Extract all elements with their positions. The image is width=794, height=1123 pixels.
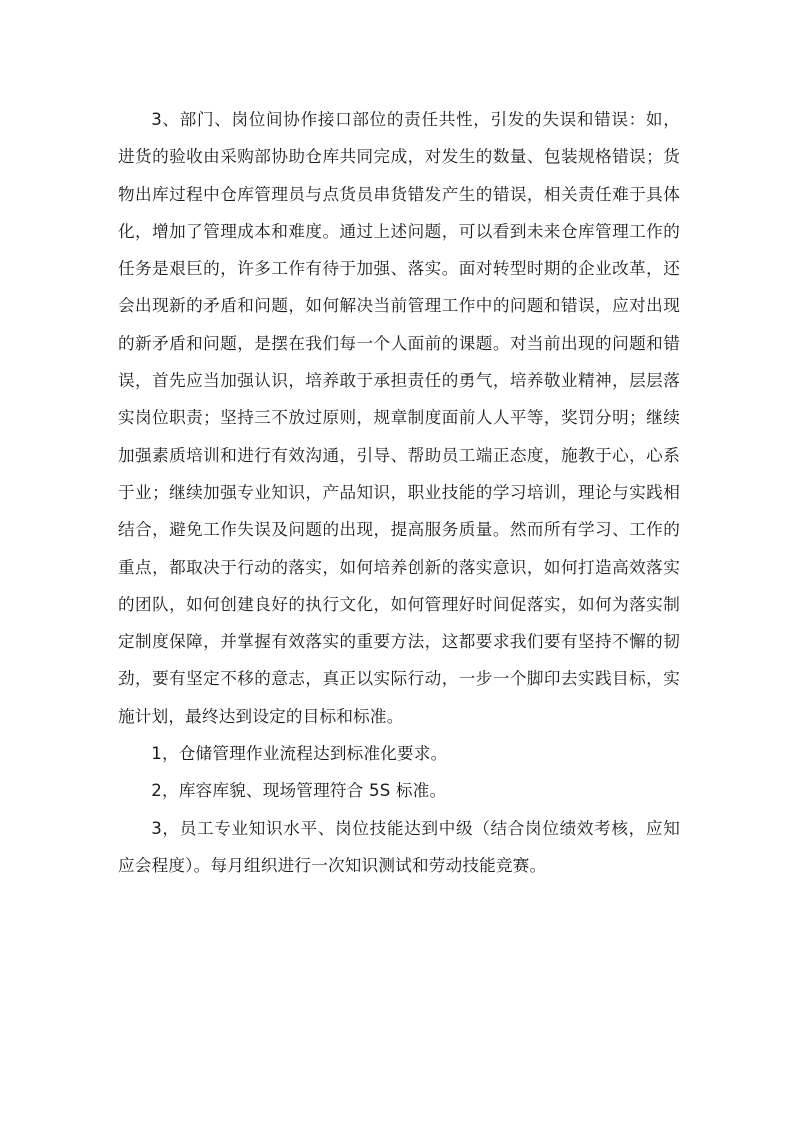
- paragraph-goal-3: 3，员工专业知识水平、岗位技能达到中级（结合岗位绩效考核，应知应会程度）。每月组织进行一次知识测试和劳动技能竞赛。: [118, 818, 680, 875]
- document-body: [118, 101, 680, 884]
- paragraph-responsibility-issues: 3、部门、岗位间协作接口部位的责任共性，引发的失误和错误：如，进货的验收由采购部协助仓库共同完成，对发生的数量、包装规格错误；货物出库过程中仓库管理员与点货员串货错发产生的错误，相关责任难于具体化，增加了管理成本和难度。通过上述问题，可以看到未来仓库管理工作的任务是艰巨的，许多工作有待于加强、落实。面对转型时期的企业改革，还会出现新的矛盾和问题，如何解决当前管理工作中的问题和错误，应对出现的新矛盾和问题，是摆在我们每一个人面前的课题。对当前出现的问题和错误，首先应当加强认识，培养敢于承担责任的勇气，培养敬业精神，层层落实岗位职责；坚持三不放过原则，规章制度面前人人平等，奖罚分明；继续加强素质培训和进行有效沟通，引导、帮助员工端正态度，施教于心，心系于业；继续加强专业知识，产品知识，职业技能的学习培训，理论与实践相结合，避免工作失误及问题的出现，提高服务质量。然而所有学习、工作的重点，都取决于行动的落实，如何培养创新的落实意识，如何打造高效落实的团队，如何创建良好的执行文化，如何管理好时间促落实，如何为落实制定制度保障，并掌握有效落实的重要方法，这都要求我们要有坚持不懈的韧劲，要有坚定不移的意志，真正以实际行动，一步一个脚印去实践目标，实施计划，最终达到设定的目标和标准。: [118, 110, 680, 726]
- paragraph-goal-2: 2，库容库貌、现场管理符合 5S 标准。: [151, 781, 447, 801]
- paragraph-goal-1: 1，仓储管理作业流程达到标准化要求。: [151, 744, 448, 764]
